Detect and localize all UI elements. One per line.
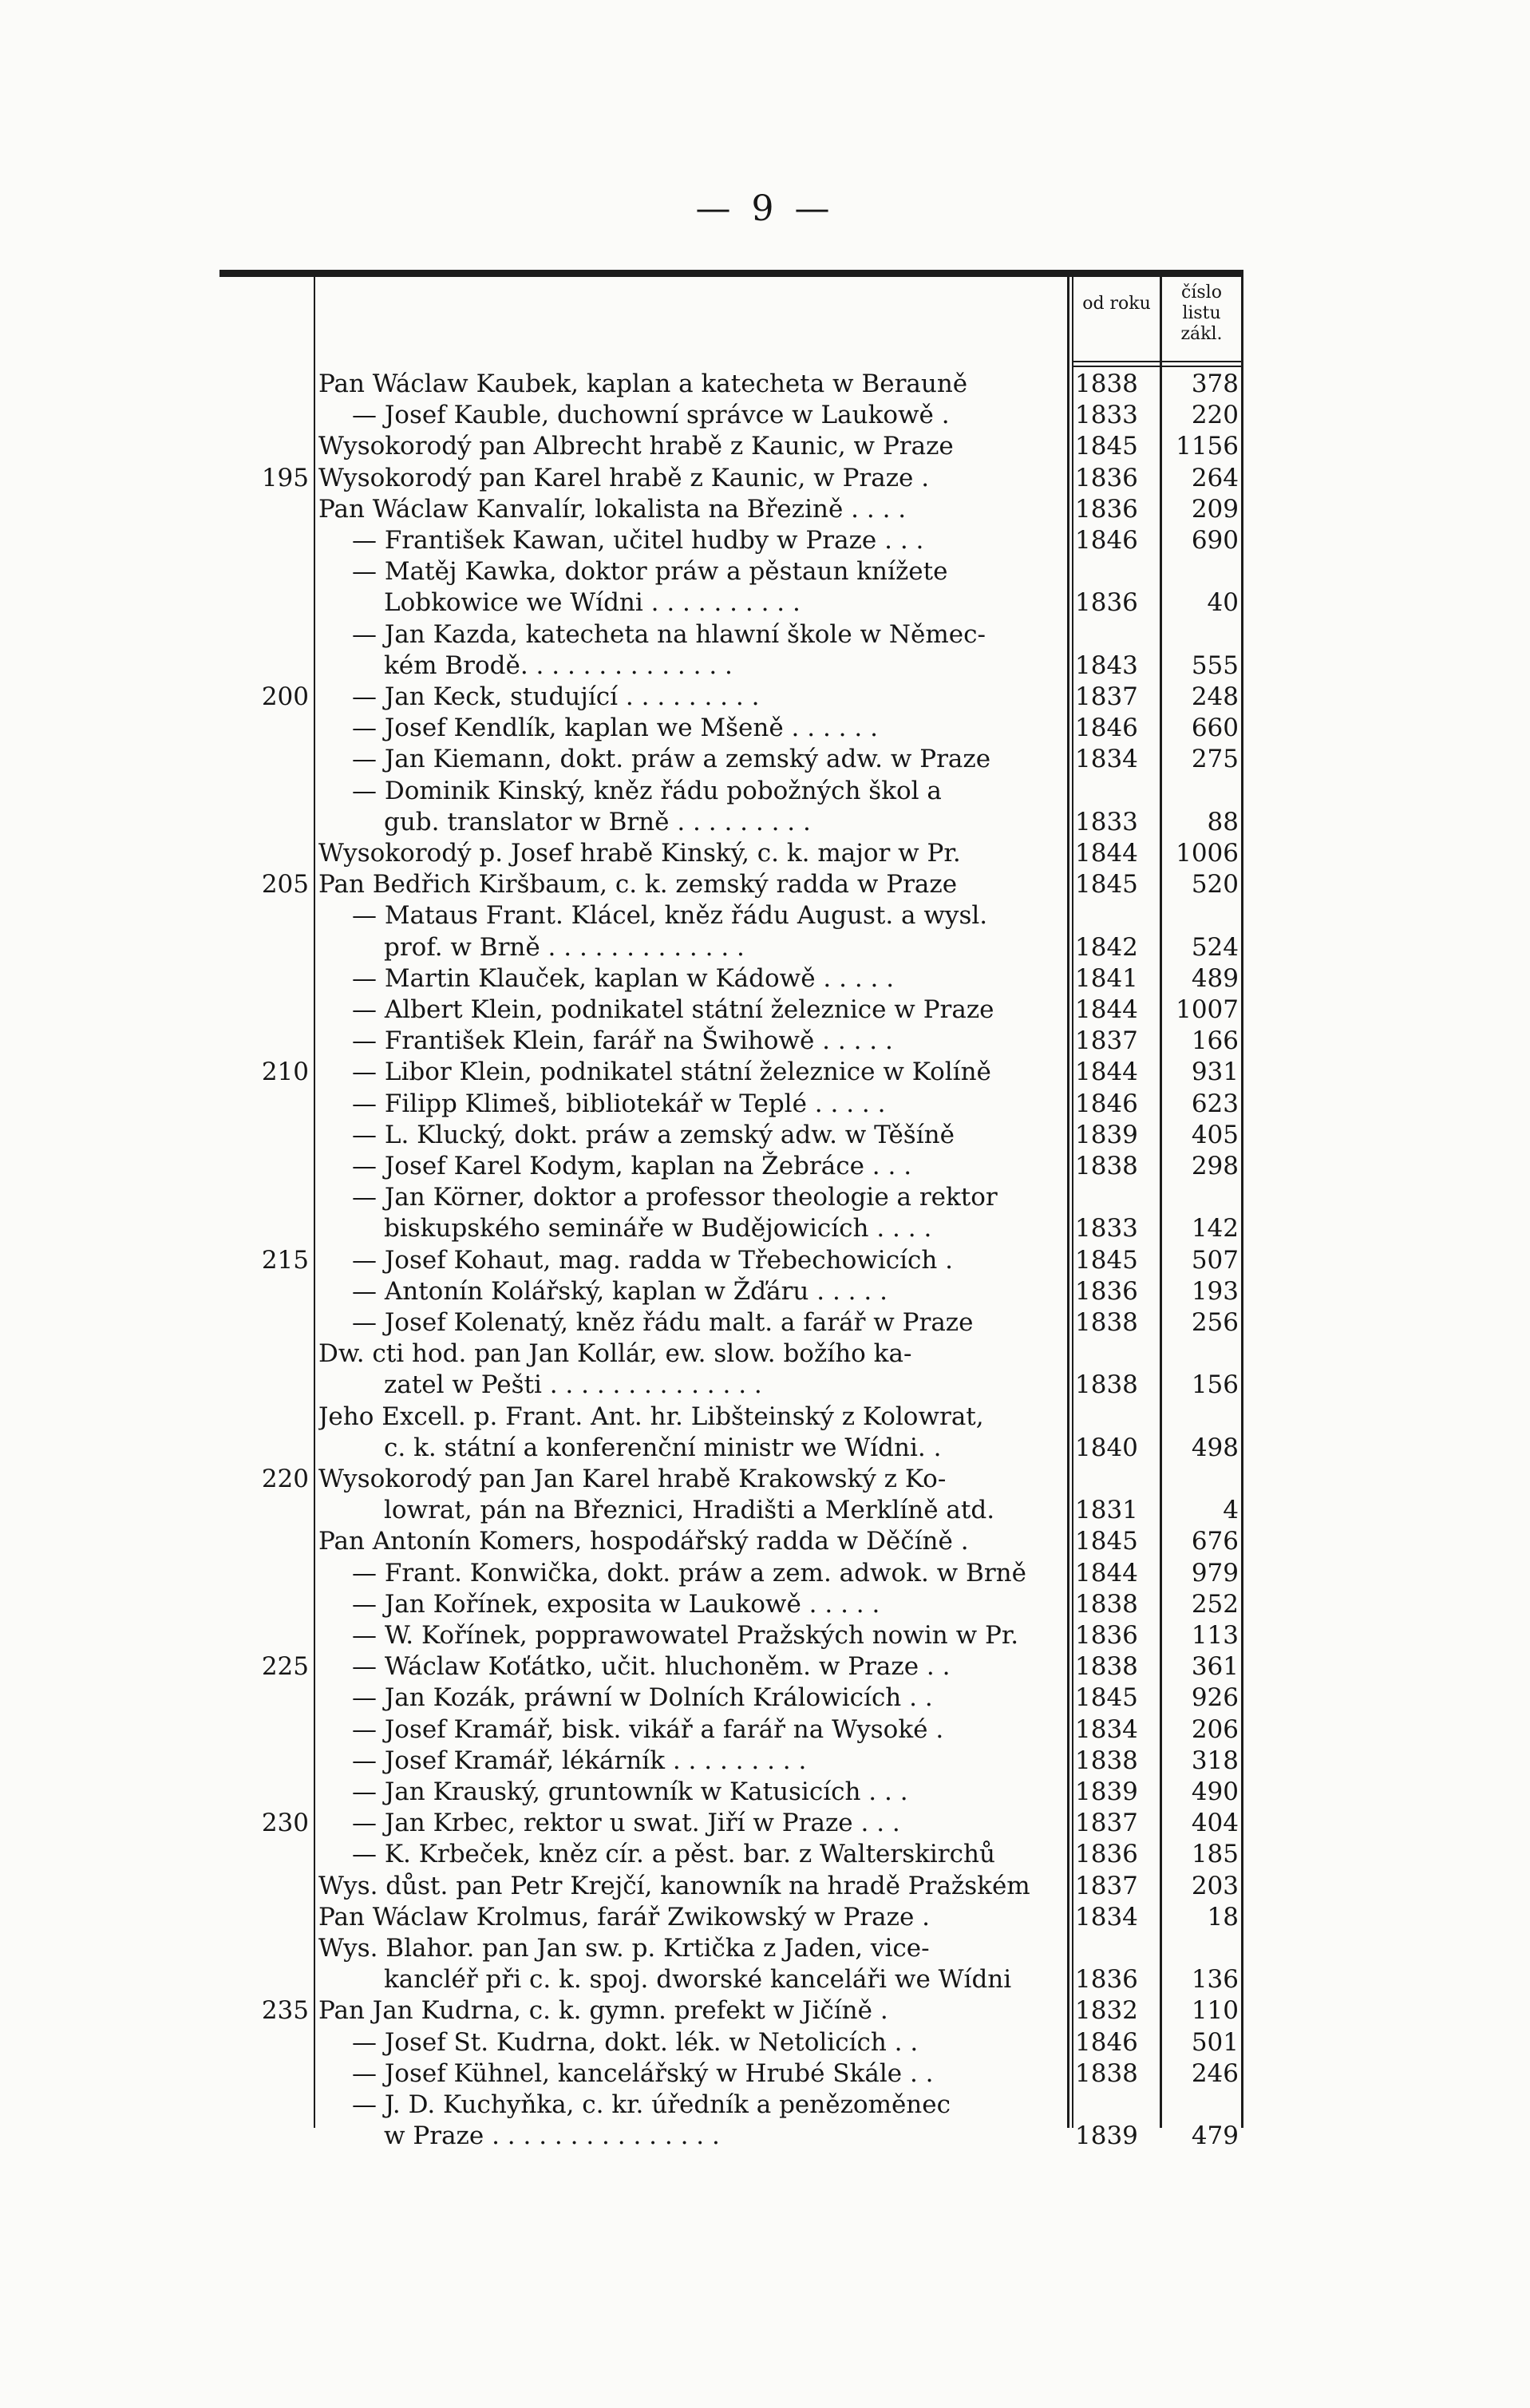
table-row bbox=[219, 994, 1243, 1026]
entry-sheet-number: 203 bbox=[1191, 1871, 1239, 1900]
header-year: od roku bbox=[1082, 294, 1151, 314]
entry-year: 1844 bbox=[1075, 1058, 1138, 1087]
entry-text: Wys. Blahor. pan Jan sw. p. Krtička z Jaden, vice- bbox=[318, 1934, 930, 1963]
table-row bbox=[219, 1276, 1243, 1307]
entry-sheet-number: 926 bbox=[1191, 1683, 1239, 1713]
entry-year: 1845 bbox=[1075, 1245, 1138, 1275]
row-number: 230 bbox=[261, 1809, 309, 1838]
entry-sheet-number: 220 bbox=[1191, 401, 1239, 430]
entry-text: Pan Wáclaw Kaubek, kaplan a katecheta w Berauně bbox=[318, 370, 968, 398]
entry-year: 1845 bbox=[1075, 432, 1138, 461]
row-number: 195 bbox=[261, 463, 309, 492]
entry-text: — Josef Kauble, duchowní správce w Laukowě . bbox=[352, 401, 950, 430]
table-row bbox=[219, 1026, 1243, 1057]
entry-sheet-number: 404 bbox=[1191, 1809, 1239, 1838]
entry-text: gub. translator w Brně . . . . . . . . . bbox=[384, 807, 811, 836]
table-row bbox=[219, 1620, 1243, 1651]
entry-sheet-number: 931 bbox=[1191, 1058, 1239, 1087]
entry-text: — Jan Kazda, katecheta na hlawní škole w Němec- bbox=[352, 619, 986, 649]
table-row bbox=[219, 369, 1243, 400]
entry-text: — W. Kořínek, popprawowatel Pražských nowin w Pr. bbox=[352, 1621, 1019, 1650]
table-row bbox=[219, 900, 1243, 931]
table-row bbox=[219, 1558, 1243, 1589]
entry-text: — L. Klucký, dokt. práw a zemský adw. w Těšíně bbox=[352, 1120, 955, 1149]
table-row bbox=[219, 869, 1243, 900]
entry-sheet-number: 378 bbox=[1191, 370, 1239, 398]
header-sheet: číslo listu zákl. bbox=[1180, 283, 1223, 344]
entry-year: 1845 bbox=[1075, 870, 1138, 900]
table-row bbox=[219, 400, 1243, 431]
table-row bbox=[219, 1682, 1243, 1714]
entry-text: — Josef Kühnel, kancelářský w Hrubé Skále . . bbox=[352, 2058, 934, 2088]
table-row bbox=[219, 1464, 1243, 1495]
row-number: 220 bbox=[261, 1465, 309, 1493]
table-row bbox=[219, 1338, 1243, 1370]
entry-year: 1844 bbox=[1075, 839, 1138, 868]
entry-sheet-number: 524 bbox=[1191, 932, 1239, 962]
table-row bbox=[219, 1933, 1243, 1964]
table-row bbox=[219, 1433, 1243, 1464]
entry-text: — Jan Kořínek, exposita w Laukowě . . . . . bbox=[352, 1589, 880, 1619]
entry-sheet-number: 248 bbox=[1191, 682, 1239, 711]
entry-text: — Frant. Konwička, dokt. práw a zem. adwok. w Brně bbox=[352, 1558, 1026, 1588]
entry-sheet-number: 1156 bbox=[1176, 432, 1239, 461]
register-table bbox=[219, 270, 1243, 2151]
entry-year: 1845 bbox=[1075, 1683, 1138, 1713]
entry-year: 1836 bbox=[1075, 463, 1138, 492]
table-row bbox=[219, 494, 1243, 525]
entry-year: 1837 bbox=[1075, 682, 1138, 711]
entry-year: 1838 bbox=[1075, 1589, 1138, 1619]
entry-year: 1838 bbox=[1075, 1308, 1138, 1337]
entry-sheet-number: 18 bbox=[1207, 1902, 1239, 1932]
table-row bbox=[219, 1746, 1243, 1777]
entry-sheet-number: 298 bbox=[1191, 1152, 1239, 1180]
top-rule bbox=[219, 270, 1243, 277]
entry-text: Wys. důst. pan Petr Krejčí, kanowník na hradě Pražském bbox=[318, 1871, 1030, 1900]
entry-text: Pan Bedřich Kiršbaum, c. k. zemský radda w Praze bbox=[318, 870, 958, 900]
entry-text: — Libor Klein, podnikatel státní železnice w Kolíně bbox=[352, 1058, 991, 1087]
entry-text: — Jan Kozák, práwní w Dolních Králowicích . . bbox=[352, 1683, 933, 1713]
entry-sheet-number: 40 bbox=[1207, 588, 1239, 618]
entry-year: 1836 bbox=[1075, 1276, 1138, 1306]
table-row bbox=[219, 1871, 1243, 1902]
entry-year: 1836 bbox=[1075, 1621, 1138, 1650]
entry-text: — Josef Kramář, lékárník . . . . . . . . . bbox=[352, 1746, 807, 1775]
row-number: 205 bbox=[261, 870, 309, 900]
table-row bbox=[219, 713, 1243, 744]
entry-text: — Josef Kramář, bisk. vikář a farář na Wysoké . bbox=[352, 1714, 944, 1744]
entry-year: 1840 bbox=[1075, 1433, 1138, 1462]
table-row bbox=[219, 1902, 1243, 1933]
entry-year: 1833 bbox=[1075, 1214, 1138, 1244]
entry-sheet-number: 405 bbox=[1191, 1120, 1239, 1149]
entry-year: 1836 bbox=[1075, 588, 1138, 618]
entry-year: 1834 bbox=[1075, 1714, 1138, 1744]
table-row bbox=[219, 525, 1243, 556]
entry-text: Pan Wáclaw Kanvalír, lokalista na Březině . . . . bbox=[318, 494, 907, 524]
entry-text: — Wáclaw Koťátko, učit. hluchoněm. w Praze . . bbox=[352, 1652, 951, 1682]
table-row bbox=[219, 650, 1243, 682]
entry-sheet-number: 209 bbox=[1191, 494, 1239, 524]
table-row bbox=[219, 1402, 1243, 1433]
entry-year: 1837 bbox=[1075, 1871, 1138, 1900]
entry-sheet-number: 490 bbox=[1191, 1777, 1239, 1806]
entry-year: 1833 bbox=[1075, 401, 1138, 430]
entry-text: — Jan Keck, studující . . . . . . . . . bbox=[352, 682, 760, 711]
entry-year: 1838 bbox=[1075, 1152, 1138, 1180]
entry-year: 1838 bbox=[1075, 1746, 1138, 1775]
entry-text: — K. Krbeček, kněz cír. a pěst. bar. z Walterskirchů bbox=[352, 1840, 995, 1869]
entry-text: c. k. státní a konferenční ministr we Wídni. . bbox=[384, 1433, 942, 1462]
entry-year: 1842 bbox=[1075, 932, 1138, 962]
table-row bbox=[219, 2090, 1243, 2121]
entry-text: — Matěj Kawka, doktor práw a pěstaun knížete bbox=[352, 557, 948, 587]
row-number: 215 bbox=[261, 1245, 309, 1275]
entry-year: 1845 bbox=[1075, 1527, 1138, 1556]
table-row bbox=[219, 807, 1243, 838]
entry-text: Pan Jan Kudrna, c. k. gymn. prefekt w Jičíně . bbox=[318, 1996, 888, 2026]
table-row bbox=[219, 932, 1243, 963]
entry-year: 1838 bbox=[1075, 370, 1138, 398]
entry-text: lowrat, pán na Březnici, Hradišti a Merklíně atd. bbox=[384, 1496, 995, 1525]
entry-sheet-number: 142 bbox=[1191, 1214, 1239, 1244]
table-row bbox=[219, 1370, 1243, 1401]
table-row bbox=[219, 1213, 1243, 1244]
row-number: 235 bbox=[261, 1996, 309, 2026]
table-row bbox=[219, 463, 1243, 494]
entry-text: Wysokorodý pan Albrecht hrabě z Kaunic, w Praze bbox=[318, 432, 954, 461]
entry-year: 1844 bbox=[1075, 995, 1138, 1024]
entry-sheet-number: 520 bbox=[1191, 870, 1239, 900]
entry-year: 1846 bbox=[1075, 2027, 1138, 2057]
entry-sheet-number: 110 bbox=[1191, 1996, 1239, 2026]
entry-sheet-number: 88 bbox=[1207, 807, 1239, 836]
entry-text: prof. w Brně . . . . . . . . . . . . . bbox=[384, 932, 745, 962]
entry-text: zatel w Pešti . . . . . . . . . . . . . . bbox=[384, 1370, 762, 1400]
table-row bbox=[219, 431, 1243, 462]
entry-sheet-number: 113 bbox=[1191, 1621, 1239, 1650]
entry-sheet-number: 318 bbox=[1191, 1746, 1239, 1775]
table-row bbox=[219, 682, 1243, 713]
entry-sheet-number: 246 bbox=[1191, 2058, 1239, 2088]
row-number: 225 bbox=[261, 1652, 309, 1682]
entry-text: Wysokorodý pan Jan Karel hrabě Krakowský z Ko- bbox=[318, 1465, 947, 1493]
table-row bbox=[219, 1964, 1243, 1995]
entry-sheet-number: 498 bbox=[1191, 1433, 1239, 1462]
entry-year: 1831 bbox=[1075, 1496, 1138, 1525]
entry-text: — Albert Klein, podnikatel státní železnice w Praze bbox=[352, 995, 994, 1024]
entry-text: — Jan Krbec, rektor u swat. Jiří w Praze . . . bbox=[352, 1809, 900, 1838]
table-row bbox=[219, 1182, 1243, 1213]
entry-text: Dw. cti hod. pan Jan Kollár, ew. slow. božího ka- bbox=[318, 1339, 912, 1369]
entry-text: — Mataus Frant. Klácel, kněz řádu August. a wysl. bbox=[352, 901, 988, 931]
entry-sheet-number: 361 bbox=[1191, 1652, 1239, 1682]
entry-text: — Josef St. Kudrna, dokt. lék. w Netolicích . . bbox=[352, 2027, 919, 2057]
entry-year: 1836 bbox=[1075, 1965, 1138, 1995]
entry-year: 1837 bbox=[1075, 1809, 1138, 1838]
table-row bbox=[219, 838, 1243, 869]
entry-year: 1839 bbox=[1075, 2121, 1138, 2151]
entry-text: — Jan Kiemann, dokt. práw a zemský adw. w Praze bbox=[352, 745, 991, 774]
table-row bbox=[219, 744, 1243, 775]
table-row bbox=[219, 1808, 1243, 1839]
entry-sheet-number: 264 bbox=[1191, 463, 1239, 492]
entry-sheet-number: 676 bbox=[1191, 1527, 1239, 1556]
entry-sheet-number: 507 bbox=[1191, 1245, 1239, 1275]
table-row bbox=[219, 1651, 1243, 1682]
table-row bbox=[219, 1839, 1243, 1870]
entry-sheet-number: 193 bbox=[1191, 1276, 1239, 1306]
table-row bbox=[219, 1995, 1243, 2026]
table-row bbox=[219, 2027, 1243, 2058]
entry-text: — Antonín Kolářský, kaplan w Žďáru . . . . . bbox=[352, 1276, 888, 1306]
row-number: 210 bbox=[261, 1058, 309, 1087]
entry-text: — Jan Krauský, gruntowník w Katusicích . . . bbox=[352, 1777, 908, 1806]
table-row bbox=[219, 1714, 1243, 1746]
entry-year: 1838 bbox=[1075, 1370, 1138, 1400]
entry-year: 1834 bbox=[1075, 1902, 1138, 1932]
entry-text: kém Brodě. . . . . . . . . . . . . . bbox=[384, 650, 733, 680]
table-row bbox=[219, 1089, 1243, 1120]
entry-sheet-number: 4 bbox=[1223, 1496, 1239, 1525]
entry-text: Jeho Excell. p. Frant. Ant. hr. Libšteinský z Kolowrat, bbox=[318, 1402, 984, 1431]
header-rule bbox=[1072, 361, 1243, 362]
entry-sheet-number: 156 bbox=[1191, 1370, 1239, 1400]
entry-year: 1838 bbox=[1075, 2058, 1138, 2088]
entry-sheet-number: 690 bbox=[1191, 526, 1239, 555]
entry-text: kancléř při c. k. spoj. dworské kanceláři we Wídni bbox=[384, 1965, 1012, 1995]
entry-sheet-number: 185 bbox=[1191, 1840, 1239, 1869]
entry-text: Wysokorodý p. Josef hrabě Kinský, c. k. major w Pr. bbox=[318, 839, 961, 868]
row-number: 200 bbox=[261, 682, 309, 711]
entry-sheet-number: 501 bbox=[1191, 2027, 1239, 2057]
entry-sheet-number: 979 bbox=[1191, 1558, 1239, 1588]
entry-year: 1843 bbox=[1075, 650, 1138, 680]
entry-year: 1841 bbox=[1075, 963, 1138, 993]
entry-year: 1846 bbox=[1075, 714, 1138, 743]
entry-year: 1836 bbox=[1075, 494, 1138, 524]
entry-sheet-number: 1006 bbox=[1176, 839, 1239, 868]
entry-text: Pan Wáclaw Krolmus, farář Zwikowský w Praze . bbox=[318, 1902, 930, 1932]
entry-sheet-number: 252 bbox=[1191, 1589, 1239, 1619]
entry-text: — Josef Kohaut, mag. radda w Třebechowicích . bbox=[352, 1245, 954, 1275]
entry-sheet-number: 206 bbox=[1191, 1714, 1239, 1744]
entry-text: Lobkowice we Wídni . . . . . . . . . . bbox=[384, 588, 801, 618]
entry-text: — Josef Kendlík, kaplan we Mšeně . . . . . . bbox=[352, 714, 878, 743]
entry-sheet-number: 275 bbox=[1191, 745, 1239, 774]
entry-sheet-number: 479 bbox=[1191, 2121, 1239, 2151]
entry-text: Pan Antonín Komers, hospodářský radda w Děčíně . bbox=[318, 1527, 969, 1556]
entry-year: 1846 bbox=[1075, 1089, 1138, 1118]
entry-text: w Praze . . . . . . . . . . . . . . . bbox=[384, 2121, 720, 2151]
table-row bbox=[219, 587, 1243, 619]
entry-year: 1846 bbox=[1075, 526, 1138, 555]
entry-year: 1838 bbox=[1075, 1652, 1138, 1682]
entry-sheet-number: 136 bbox=[1191, 1965, 1239, 1995]
table-row bbox=[219, 2058, 1243, 2090]
entry-text: — J. D. Kuchyňka, c. kr. úředník a penězoměnec bbox=[352, 2090, 951, 2119]
entry-text: — František Klein, farář na Šwihowě . . . . . bbox=[352, 1026, 893, 1056]
table-row bbox=[219, 1151, 1243, 1182]
entry-sheet-number: 660 bbox=[1191, 714, 1239, 743]
entry-year: 1833 bbox=[1075, 807, 1138, 836]
table-row bbox=[219, 1526, 1243, 1557]
table-row bbox=[219, 556, 1243, 587]
table-row bbox=[219, 1120, 1243, 1151]
table-row bbox=[219, 776, 1243, 807]
entry-sheet-number: 166 bbox=[1191, 1026, 1239, 1056]
entry-year: 1844 bbox=[1075, 1558, 1138, 1588]
entry-text: — Jan Körner, doktor a professor theologie a rektor bbox=[352, 1183, 998, 1212]
table-row bbox=[219, 1307, 1243, 1338]
entry-text: — František Kawan, učitel hudby w Praze . . . bbox=[352, 526, 924, 555]
entry-text: — Josef Karel Kodym, kaplan na Žebráce . . . bbox=[352, 1152, 912, 1180]
entry-year: 1839 bbox=[1075, 1777, 1138, 1806]
table-row bbox=[219, 2121, 1243, 2152]
entry-year: 1839 bbox=[1075, 1120, 1138, 1149]
entry-sheet-number: 1007 bbox=[1176, 995, 1239, 1024]
table-row bbox=[219, 1495, 1243, 1526]
table-row bbox=[219, 1777, 1243, 1808]
entry-text: — Josef Kolenatý, kněz řádu malt. a farář w Praze bbox=[352, 1308, 974, 1337]
header-rule-double bbox=[1072, 366, 1243, 367]
table-row bbox=[219, 1589, 1243, 1620]
entry-year: 1837 bbox=[1075, 1026, 1138, 1056]
entry-text: biskupského semináře w Budějowicích . . . . bbox=[384, 1214, 932, 1244]
entry-year: 1836 bbox=[1075, 1840, 1138, 1869]
page-number: — 9 — bbox=[695, 188, 835, 229]
entry-text: Wysokorodý pan Karel hrabě z Kaunic, w Praze . bbox=[318, 463, 930, 492]
entry-text: — Dominik Kinský, kněz řádu pobožných škol a bbox=[352, 776, 942, 805]
entry-text: — Martin Klauček, kaplan w Kádowě . . . . . bbox=[352, 963, 895, 993]
entry-year: 1832 bbox=[1075, 1996, 1138, 2026]
table-row bbox=[219, 1245, 1243, 1276]
entry-text: — Filipp Klimeš, bibliotekář w Teplé . . . . . bbox=[352, 1089, 886, 1118]
entry-sheet-number: 256 bbox=[1191, 1308, 1239, 1337]
entry-sheet-number: 489 bbox=[1191, 963, 1239, 993]
table-row bbox=[219, 1057, 1243, 1088]
table-row bbox=[219, 619, 1243, 650]
entry-sheet-number: 623 bbox=[1191, 1089, 1239, 1118]
table-row bbox=[219, 963, 1243, 994]
entry-year: 1834 bbox=[1075, 745, 1138, 774]
entry-sheet-number: 555 bbox=[1191, 650, 1239, 680]
